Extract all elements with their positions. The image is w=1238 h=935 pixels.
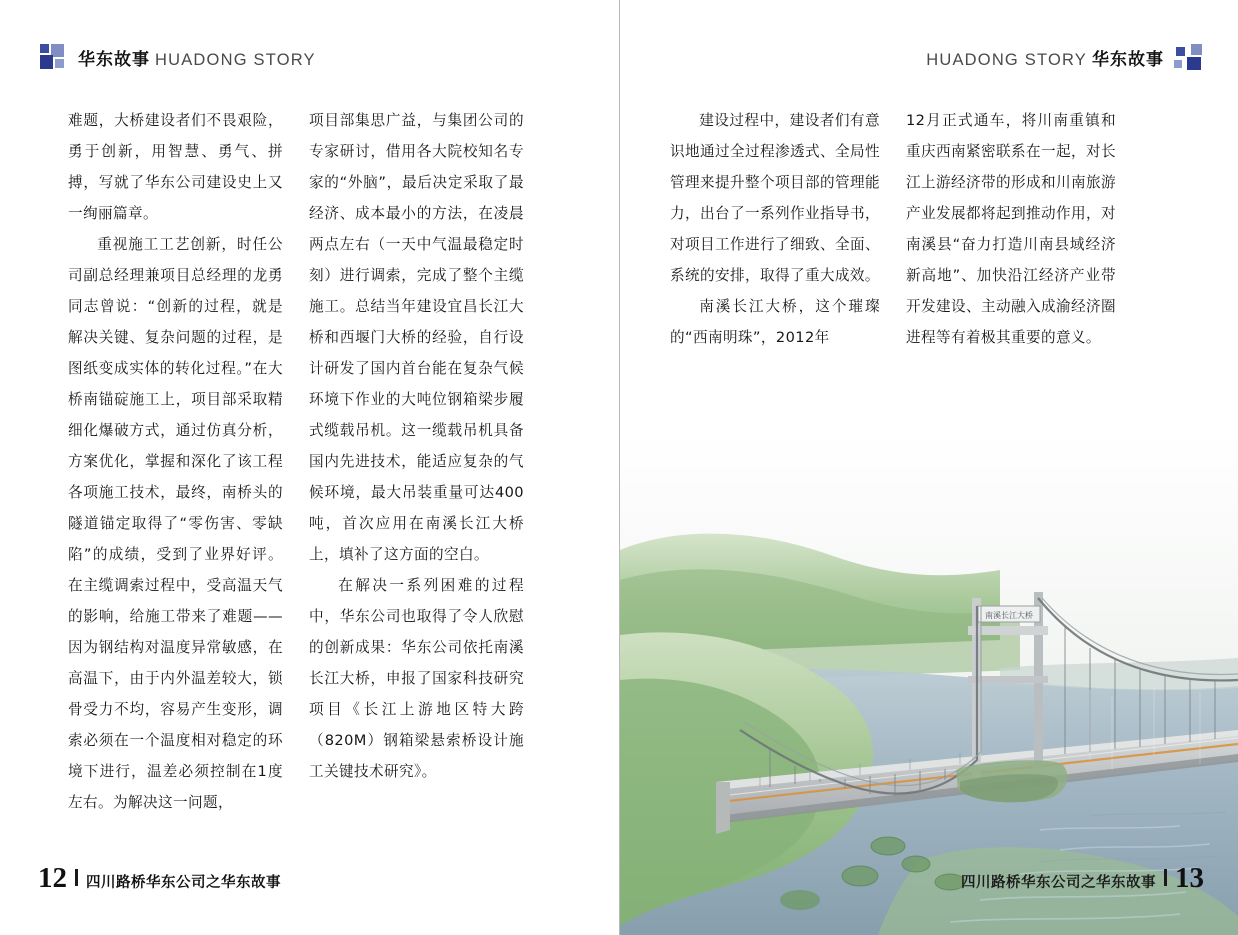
header-title-right <box>926 45 1164 70</box>
paragraph: 重视施工工艺创新，时任公司副总经理兼项目总经理的龙勇同志曾说：“创新的过程，就是解决关键、复杂问题的过程，是图纸变成实体的转化过程。”在大桥南锚碇施工上，项目部采取精细化爆破方式，通过仿真分析，方案优化，掌握和深化了该工程各项施工技术，最终，南桥头的隧道锚定取得了“零伤害、零缺陷”的成绩，受到了业界好评。在主缆调索过程中，受高温天气的影响，给施工带来了难题——因为钢结构对温度异常敏感，在高温下，由于内外温差较大，锁骨受力不均，容易产生变形，调索必须在一个温度相对稳定的环境下进行，温差必须控制在1度左右。为解决这一问题， <box>68 236 283 811</box>
header-title-cn: 华东故事 <box>1092 49 1164 69</box>
left-column-2 <box>309 105 524 818</box>
right-page-footer <box>961 864 1204 893</box>
header-title-en: HUADONG STORY <box>155 50 316 69</box>
paragraph: 项目部集思广益，与集团公司的专家研讨，借用各大院校知名专家的“外脑”，最后决定采取了最经济、成本最小的方法，在凌晨两点左右（一天中气温最稳定时刻）进行调索，完成了整个主缆施工。总结当年建设宜昌长江大桥和西堰门大桥的经验，自行设计研发了国内首台能在复杂气候环境下作业的大吨位钢箱梁步履式缆载吊机。这一缆载吊机具备国内先进技术，能适应复杂的气候环境，最大吊装重量可达400吨，首次应用在南溪长江大桥上，填补了这方面的空白。 <box>309 112 524 563</box>
left-page-footer <box>38 864 281 893</box>
page-number-left: 12 <box>38 862 67 894</box>
right-page-columns <box>670 105 1116 353</box>
bridge-illustration-svg <box>620 430 1238 935</box>
right-page <box>620 0 1238 935</box>
paragraph: 12月正式通车，将川南重镇和重庆西南紧密联系在一起，对长江上游经济带的形成和川南旅游产业发展都将起到推动作用，对南溪县“奋力打造川南县域经济新高地”、加快沿江经济产业带开发建设、主动融入成渝经济圈进程等有着极其重要的意义。 <box>906 112 1116 346</box>
footer-divider <box>75 869 78 886</box>
left-column-1 <box>68 105 283 818</box>
header-title-left <box>78 45 316 70</box>
footer-text-left: 四川路桥华东公司之华东故事 <box>86 875 281 891</box>
svg-text:南溪长江大桥: 南溪长江大桥 <box>985 611 1033 620</box>
footer-text-right: 四川路桥华东公司之华东故事 <box>961 875 1156 891</box>
footer-divider <box>1164 869 1167 886</box>
page-number-right: 13 <box>1175 862 1204 894</box>
left-page-columns <box>68 105 524 818</box>
paragraph: 建设过程中，建设者们有意识地通过全过程渗透式、全局性管理来提升整个项目部的管理能力，出台了一系列作业指导书，对项目工作进行了细致、全面、系统的安排，取得了重大成效。 <box>670 112 880 284</box>
right-page-header <box>926 44 1202 70</box>
right-column-1 <box>670 105 880 353</box>
header-title-cn: 华东故事 <box>78 49 150 69</box>
paragraph: 难题，大桥建设者们不畏艰险，勇于创新，用智慧、勇气、拼搏，写就了华东公司建设史上又一绚丽篇章。 <box>68 112 283 222</box>
logo-squares-icon <box>40 44 70 70</box>
paragraph: 南溪长江大桥，这个璀璨的“西南明珠”，2012年 <box>670 298 880 346</box>
bridge-illustration <box>620 430 1238 935</box>
header-title-en: HUADONG STORY <box>926 50 1087 69</box>
right-column-2 <box>906 105 1116 353</box>
paragraph: 在解决一系列困难的过程中，华东公司也取得了令人欣慰的创新成果：华东公司依托南溪长江大桥，申报了国家科技研究项目《长江上游地区特大跨（820M）钢箱梁悬索桥设计施工关键技术研究》。 <box>309 577 524 780</box>
left-page-header <box>40 44 316 70</box>
logo-squares-icon <box>1172 44 1202 70</box>
